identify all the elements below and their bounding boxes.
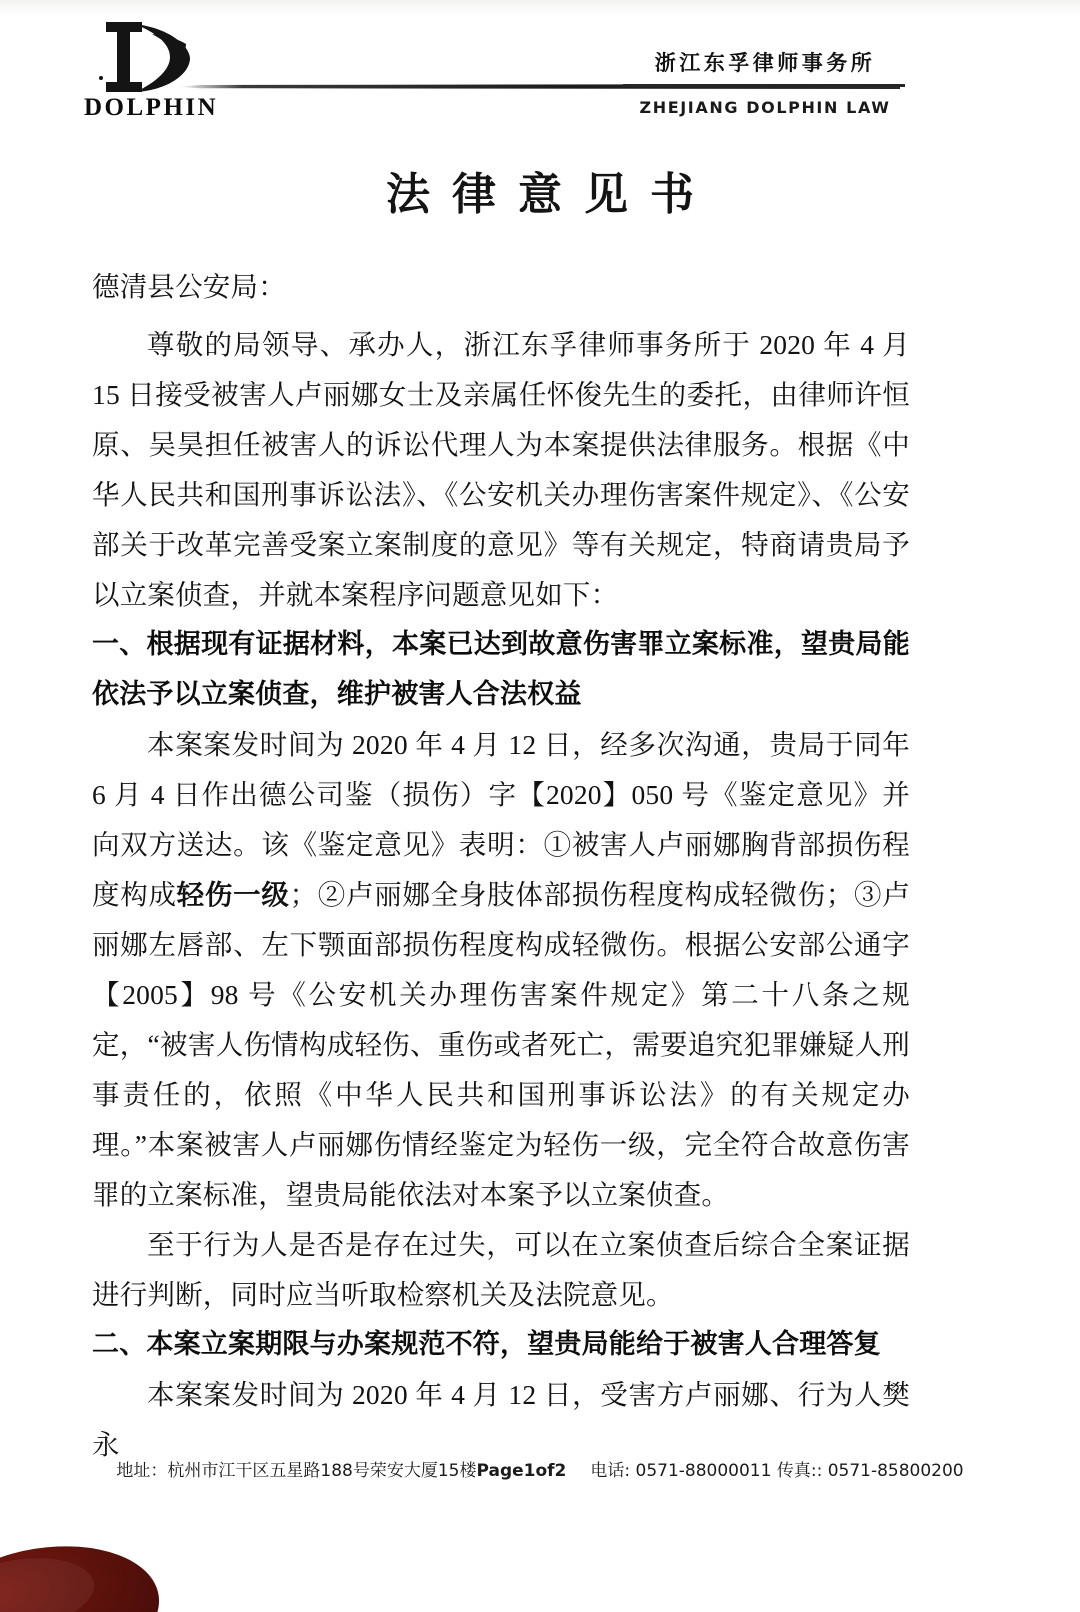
dolphin-d-logo-icon xyxy=(90,18,210,96)
section-2-paragraph-1: 本案案发时间为 2020 年 4 月 12 日，受害方卢丽娜、行为人樊永 xyxy=(92,1379,910,1460)
firm-name-en-block xyxy=(625,92,905,117)
injury-grade-emphasis: 轻伤一级 xyxy=(176,879,290,911)
firm-name-cn: 浙江东孚律师事务所 xyxy=(654,51,876,75)
section-1-paragraph-1-part-b: ；②卢丽娜全身肢体部损伤程度构成轻微伤；③卢丽娜左唇部、左下颚面部损伤程度构成轻微伤。根据公安部公通字【2005】98 号《公安机关办理伤害案件规定》第二十八条之规定，“被害人伤情构成轻伤、重伤或者死亡，需要追究犯罪嫌疑人刑事责任的，依照《中华人民共和国刑事诉讼法》的有关规定办理。”本案被害人卢丽娜伤情经鉴定为轻伤一级，完全符合故意伤害罪的立案标准，望贵局能依法对本案予以立案侦查。 xyxy=(92,879,910,1210)
footer-contact: 电话: 0571-88000011 传真:: 0571-85800200 xyxy=(590,1461,964,1481)
firm-name-block xyxy=(625,52,905,75)
section-heading-1: 一、根据现有证据材料，本案已达到故意伤害罪立案标准，望贵局能依法予以立案侦查，维护被害人合法权益 xyxy=(92,629,910,710)
intro-paragraph: 尊敬的局领导、承办人，浙江东孚律师事务所于 2020 年 4 月 15 日接受被害人卢丽娜女士及亲属任怀俊先生的委托，由律师许恒原、吴昊担任被害人的诉讼代理人为本案提供法律服务。根据《中华人民共和国刑事诉讼法》、《公安机关办理伤害案件规定》、《公安部关于改革完善受案立案制度的意见》等有关规定，特商请贵局予以立案侦查，并就本案程序问题意见如下： xyxy=(92,329,910,610)
page-title: 法律意见书 xyxy=(386,169,716,220)
red-seal-corner-artifact xyxy=(0,1531,169,1612)
firm-logo xyxy=(82,18,292,122)
firm-name-en: ZHEJIANG DOLPHIN LAW xyxy=(639,98,891,117)
section-1-paragraph-2: 至于行为人是否是存在过失，可以在立案侦查后综合全案证据进行判断，同时应当听取检察机关及法院意见。 xyxy=(92,1229,910,1310)
section-1-paragraph-1 xyxy=(92,720,910,1220)
letterhead xyxy=(0,0,1080,140)
footer-page-number: Page1of2 xyxy=(476,1461,567,1481)
section-heading-2: 二、本案立案期限与办案规范不符，望贵局能给于被害人合理答复 xyxy=(92,1329,881,1360)
document-body xyxy=(92,262,910,1470)
logo-wordmark: DOLPHIN xyxy=(84,94,219,121)
page-footer xyxy=(0,1456,1080,1481)
firm-name-underline xyxy=(623,84,905,87)
salutation: 德清县公安局： xyxy=(92,271,286,302)
footer-address: 地址：杭州市江干区五星路188号荣安大厦15楼 xyxy=(116,1461,477,1481)
section-1-paragraph-1-part-a: 本案案发时间为 2020 年 4 月 12 日，经多次沟通，贵局于同年 6 月 4 日作出德公司鉴（损伤）字【2020】050 号《鉴定意见》并向双方送达。该《鉴定意见》表明：①被害人卢丽娜胸背部损伤程度构成 xyxy=(92,729,910,910)
